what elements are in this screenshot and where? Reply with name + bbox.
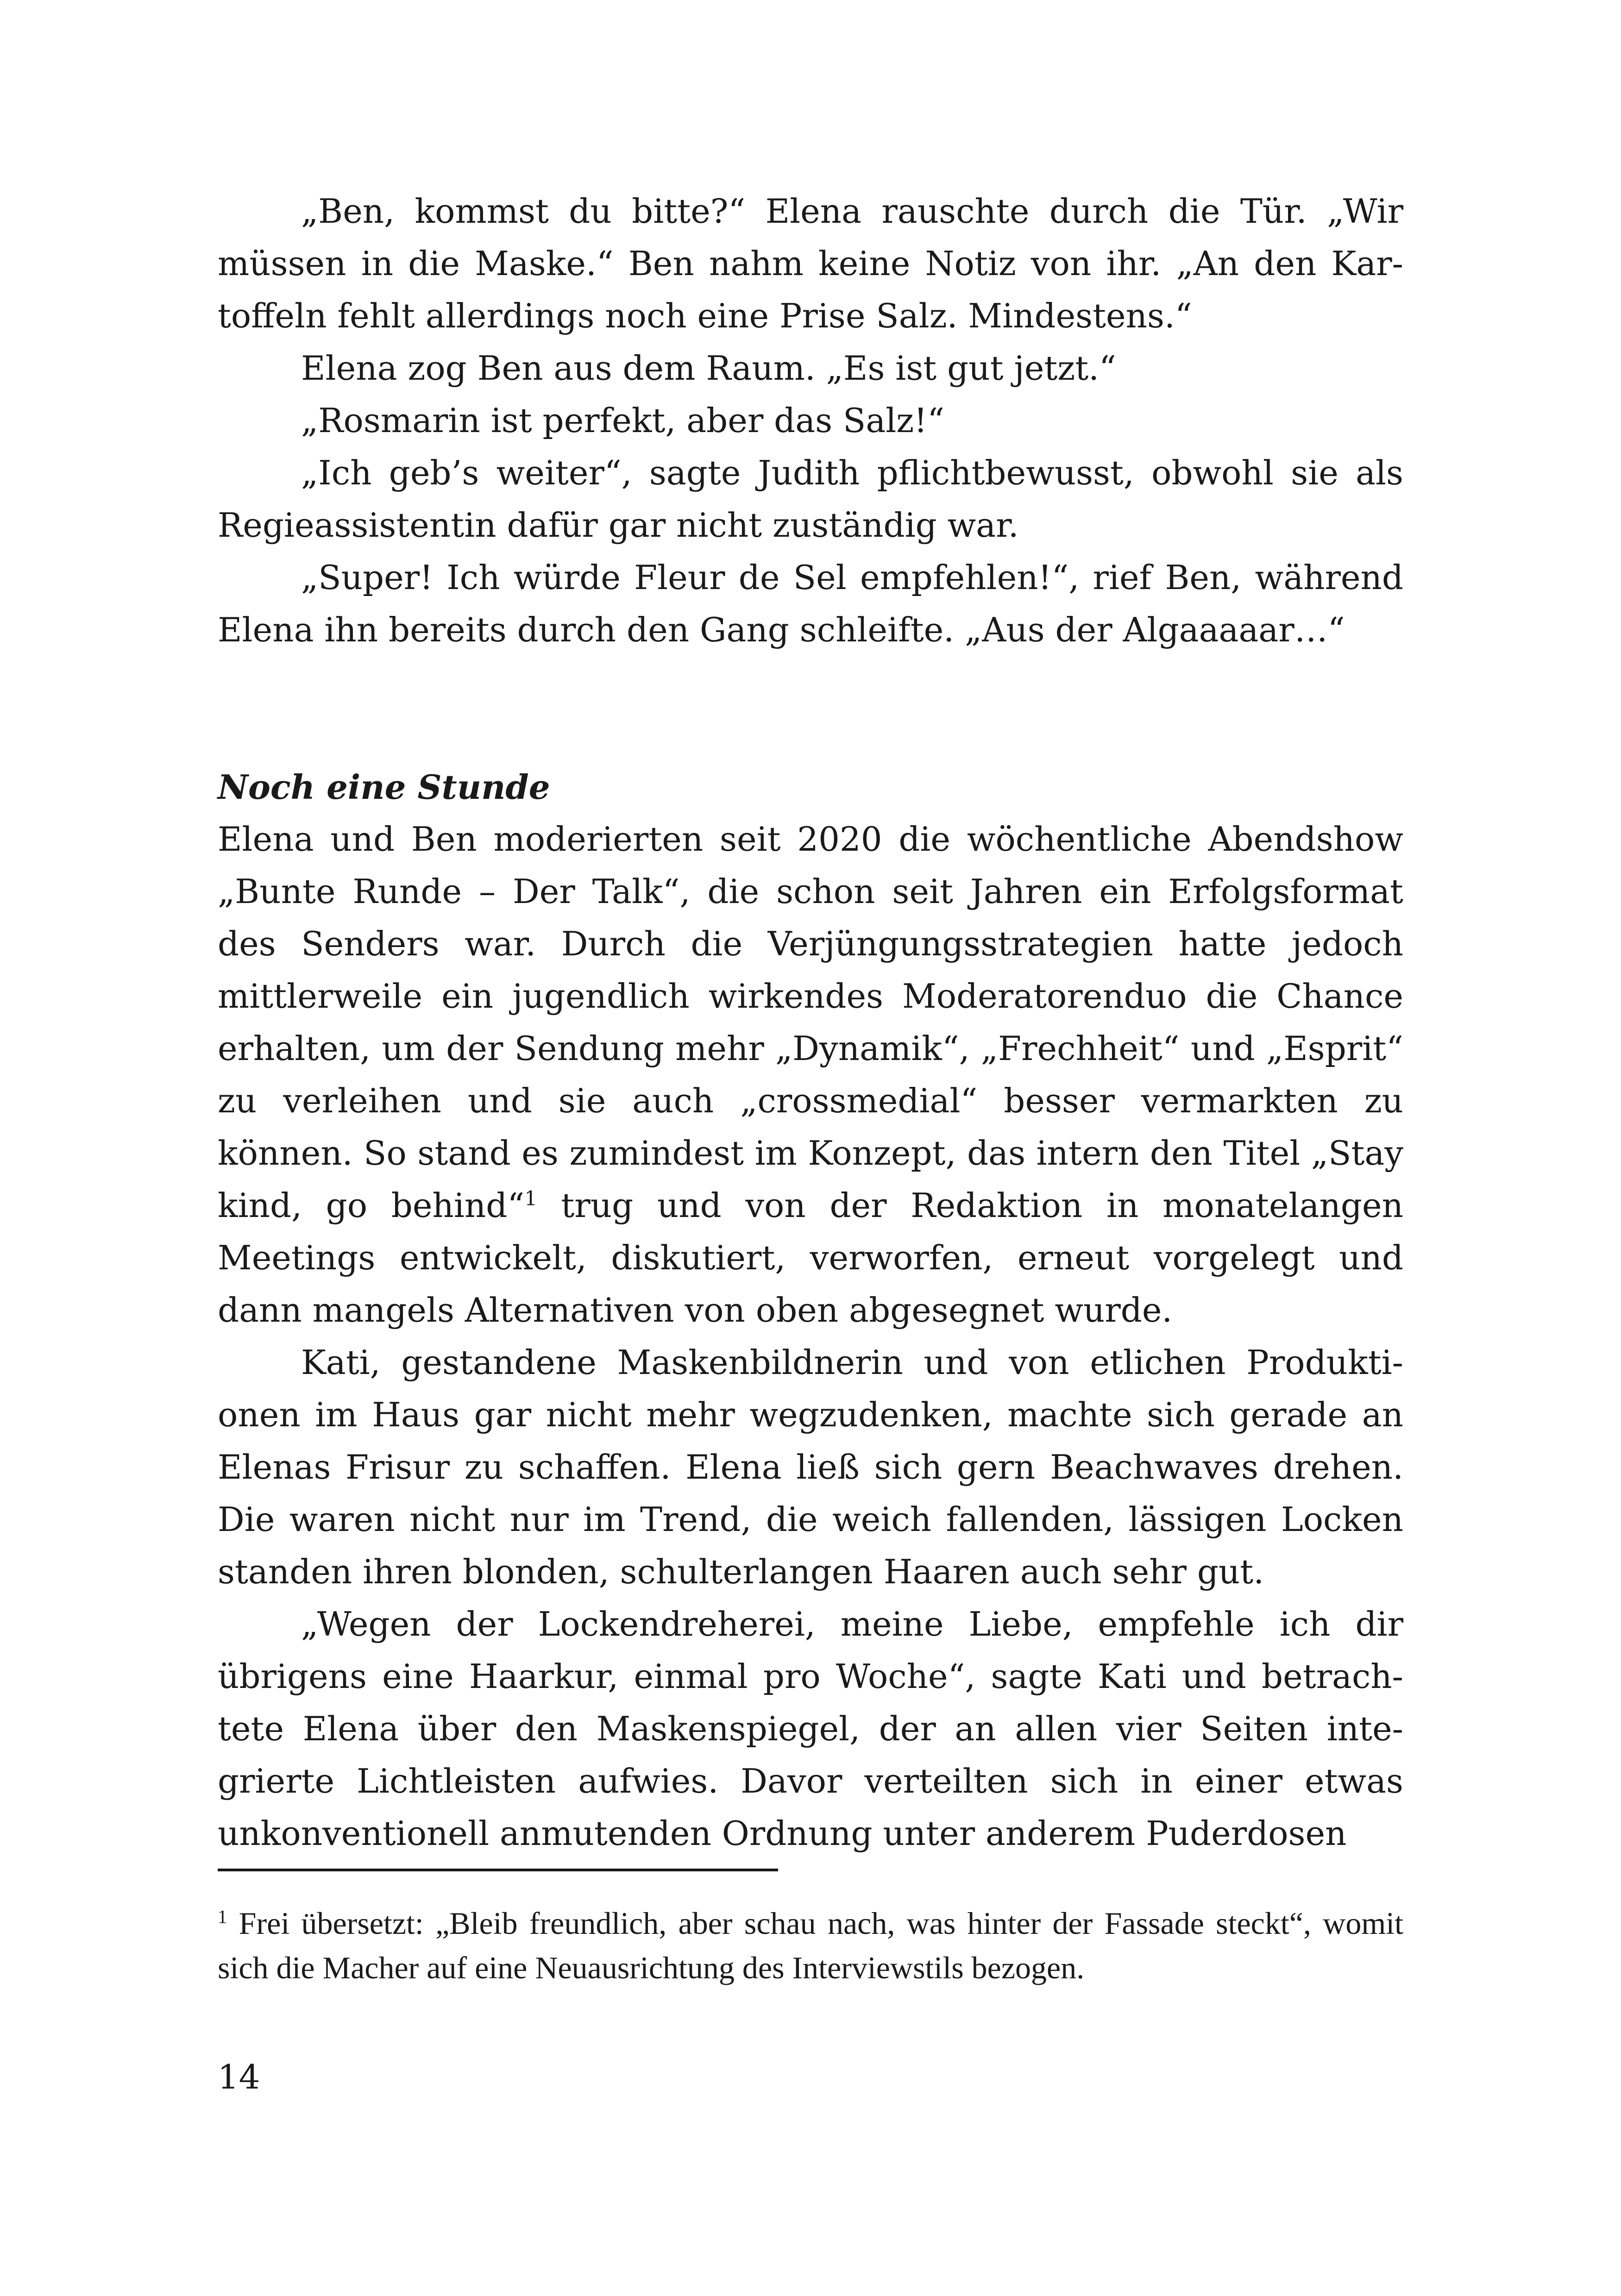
paragraph-text: Elena und Ben moderierten seit 2020 die wöchentliche Abendshow „Bunte Runde – Der Talk“, die schon seit Jahren ein Erfolgsformat des Senders war. Durch die Verjüngungsstrategien hatte jedoch mittlerweile ein jugendlich wirkendes Moderatorenduo die Chance erhalten, um der Sendung mehr „Dynamik“, „Frechheit“ und „Esprit“ zu verleihen und sie auch „crossmedial“ besser vermarkten zu können. So stand es zumindest im Konzept, das intern den Titel „Stay kind, go behind“ — [218, 820, 1403, 1225]
paragraph — [218, 813, 1403, 1336]
footnote-reference: 1 — [524, 1187, 537, 1211]
page-body — [218, 185, 1403, 1860]
paragraph: „Ich geb’s weiter“, sagte Judith pflichtbewusst, obwohl sie als Regieassistentin dafür gar nicht zuständig war. — [218, 453, 1403, 545]
paragraph: „Rosmarin ist perfekt, aber das Salz!“ — [301, 401, 944, 440]
section-block — [218, 813, 1403, 1860]
footnote-marker: 1 — [218, 1906, 227, 1927]
footnote — [218, 1901, 1403, 1990]
paragraph-text: trug und von der Redaktion in monatelangen Meetings entwickelt, diskutiert, verworfen, erneut vorgelegt und dann mangels Alternativen von oben abgesegnet wurde. — [218, 1186, 1403, 1330]
page-number: 14 — [218, 2058, 260, 2096]
paragraph: „Super! Ich würde Fleur de Sel empfehlen!“, rief Ben, während Elena ihn bereits durch den Gang schleifte. „Aus der Algaaaaar…“ — [218, 558, 1403, 649]
paragraph: Elena zog Ben aus dem Raum. „Es ist gut jetzt.“ — [301, 349, 1116, 388]
paragraph: Kati, gestandene Maskenbildnerin und von etlichen Produktionen im Haus gar nicht mehr wegzudenken, machte sich gerade an Elenas Frisur zu schaffen. Elena ließ sich gern Beachwaves drehen. Die waren nicht nur im Trend, die weich fallenden, lässigen Locken standen ihren blonden, schulterlangen Haaren auch sehr gut. — [218, 1343, 1403, 1591]
footnote-text: Frei übersetzt: „Bleib freundlich, aber schau nach, was hinter der Fassade steckt“, womit sich die Macher auf eine Neuausrichtung des Interviewstils bezogen. — [218, 1906, 1403, 1985]
footnote-divider — [218, 1869, 778, 1871]
paragraph: „Ben, kommst du bitte?“ Elena rauschte durch die Tür. „Wir müssen in die Maske.“ Ben nahm keine Notiz von ihr. „An den Kartoffeln fehlt allerdings noch eine Prise Salz. Mindestens.“ — [218, 192, 1403, 335]
dialogue-block — [218, 185, 1403, 656]
paragraph: „Wegen der Lockendreherei, meine Liebe, empfehle ich dir übrigens eine Haarkur, einmal pro Woche“, sagte Kati und betrachtete Elena über den Maskenspiegel, der an allen vier Seiten integrierte Lichtleisten aufwies. Davor verteilten sich in einer etwas unkonventionell anmutenden Ordnung unter anderem Puderdosen — [218, 1605, 1403, 1853]
section-heading: Noch eine Stunde — [218, 767, 550, 807]
